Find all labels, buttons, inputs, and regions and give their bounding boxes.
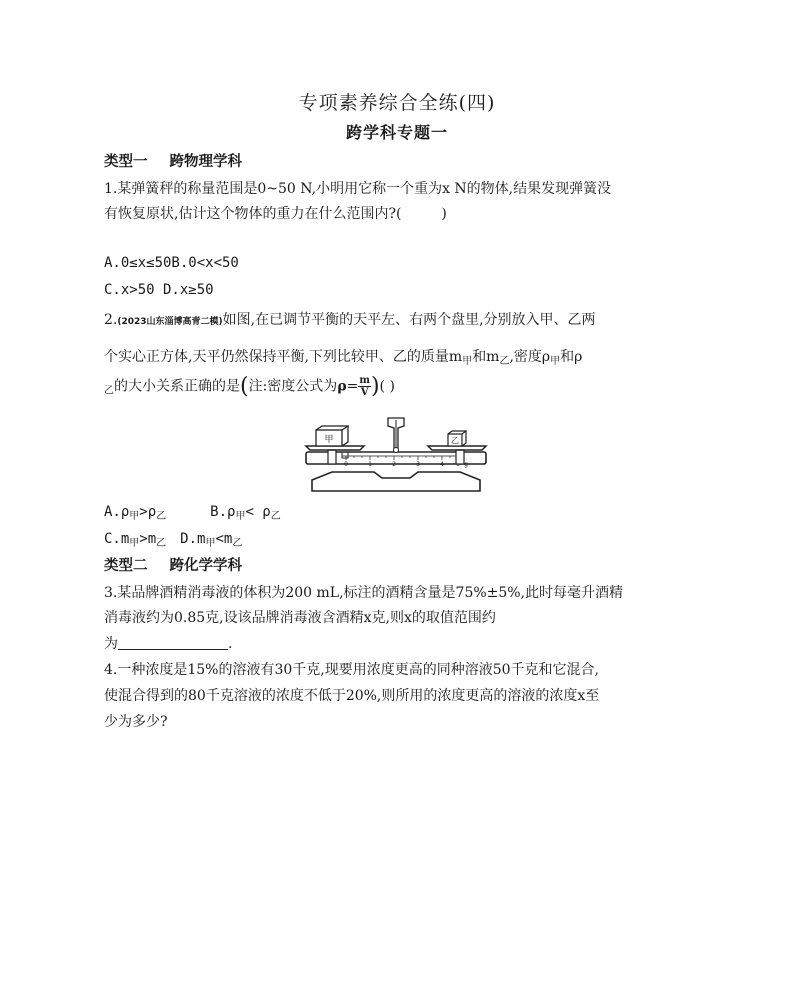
- q2-line-1-text: 如图,在已调节平衡的天平左、右两个盘里,分别放入甲、乙两: [222, 312, 596, 328]
- section-name: 跨化学学科: [169, 558, 242, 574]
- pivot: [394, 448, 399, 453]
- section-heading-chemistry: [104, 554, 242, 575]
- paren-close: ): [370, 374, 380, 399]
- rho-symbol: ρ: [337, 378, 347, 395]
- density-note: 注:密度公式为: [248, 378, 338, 395]
- q2-line-2-c: ,密度ρ: [509, 349, 551, 365]
- sub-jia: 甲: [550, 356, 561, 367]
- left-screw: [328, 450, 336, 464]
- scale-0: 0: [344, 461, 348, 468]
- density-fraction: [358, 375, 371, 398]
- q2-line-3-a: 的大小关系正确的是: [114, 378, 240, 395]
- right-screw: [456, 450, 464, 464]
- section-name: 跨物理学科: [169, 154, 242, 170]
- q3-line-1: 3.某品牌酒精消毒液的体积为200 mL,标注的酒精含量是75%±5%,此时每毫升酒精: [104, 585, 624, 601]
- opt-a: A.ρ: [104, 504, 130, 520]
- q1-options-cd: C.x>50 D.x≥50: [104, 282, 214, 298]
- sub-jia: 甲: [462, 356, 473, 367]
- sub-jia: 甲: [129, 538, 140, 549]
- scale-unit: g: [464, 461, 468, 468]
- q1-line-2: [104, 203, 447, 223]
- q2-answer-paren: ( ): [379, 378, 395, 395]
- q2-source: (2023山东淄博高青二模): [117, 317, 223, 327]
- q2-line-2: [104, 346, 582, 367]
- page-subtitle: 跨学科专题一: [345, 123, 448, 142]
- q2-options-ab: [104, 504, 281, 522]
- equals-sign: =: [346, 378, 359, 395]
- q4-line-2: 使混合得到的80千克溶液的浓度不低于20%,则所用的浓度更高的溶液的浓度x至: [104, 688, 600, 704]
- scale-2: 2: [392, 461, 396, 468]
- section-label: 类型二: [104, 558, 148, 574]
- fraction-numerator: m: [359, 375, 370, 386]
- opt-d-rel: <m: [215, 531, 233, 547]
- balance-base: [312, 472, 480, 491]
- sub-yi: 乙: [104, 385, 114, 397]
- cube-yi-label: 乙: [451, 436, 459, 445]
- q1-line-1: 1.某弹簧秤的称量范围是0~50 N,小明用它称一个重为x N的物体,结果发现弹簧没: [104, 181, 612, 197]
- q2-line-1: [104, 309, 596, 329]
- opt-c: C.m: [104, 531, 130, 547]
- section-label: 类型一: [104, 154, 148, 170]
- right-pan: [428, 446, 486, 450]
- cube-jia-label: 甲: [324, 435, 334, 445]
- sub-jia: 甲: [235, 511, 246, 522]
- sub-yi: 乙: [156, 511, 167, 522]
- sub-yi: 乙: [270, 511, 281, 522]
- paren-open: (: [240, 374, 249, 399]
- sub-yi: 乙: [156, 538, 167, 549]
- sub-jia: 甲: [205, 538, 216, 549]
- q3-line-2: 消毒液约为0.85克,设该品牌消毒液含酒精x克,则x的取值范围约: [104, 610, 496, 626]
- opt-b: B.ρ: [210, 504, 236, 520]
- q3-line-3-text: 为: [104, 636, 118, 652]
- q2-line-3: [104, 374, 395, 399]
- opt-a-rel: >ρ: [139, 504, 157, 520]
- page-title: 专项素养综合全练(四): [298, 92, 496, 114]
- q2-line-2-a: 个实心正方体,天平仍然保持平衡,下列比较甲、乙的质量m: [104, 349, 463, 365]
- opt-d: D.m: [180, 531, 206, 547]
- section-heading-physics: [104, 150, 242, 171]
- q4-line-1: 4.一种浓度是15%的溶液有30千克,现要用浓度更高的同种溶液50千克和它混合,: [104, 662, 600, 678]
- sub-yi: 乙: [232, 538, 243, 549]
- q2-line-2-d: 和ρ: [560, 349, 583, 365]
- sub-yi: 乙: [499, 356, 510, 367]
- q2-number: 2.: [104, 312, 118, 328]
- q2-line-2-b: 和m: [472, 349, 500, 365]
- opt-c-rel: >m: [139, 531, 157, 547]
- q1-paren-close: ): [441, 206, 447, 222]
- q4-line-3: 少为多少?: [104, 714, 168, 730]
- q3-period: .: [228, 636, 233, 652]
- opt-b-rel: < ρ: [245, 504, 271, 520]
- q1-options-ab: A.0≤x≤50B.0<x<50: [104, 255, 239, 271]
- answer-blank[interactable]: [118, 635, 228, 650]
- scale-ticks: [346, 456, 458, 460]
- fraction-denominator: V: [360, 387, 369, 398]
- q2-options-cd: [104, 531, 242, 549]
- scale-1: 1: [368, 461, 372, 468]
- q1-line-2-text: 有恢复原状,估计这个物体的重力在什么范围内?(: [104, 206, 402, 222]
- balance-scale-figure: [298, 412, 494, 498]
- rider: [342, 452, 348, 458]
- scale-4: 4: [440, 461, 444, 468]
- sub-jia: 甲: [129, 511, 140, 522]
- q3-line-3: [104, 633, 232, 653]
- scale-3: 3: [416, 461, 420, 468]
